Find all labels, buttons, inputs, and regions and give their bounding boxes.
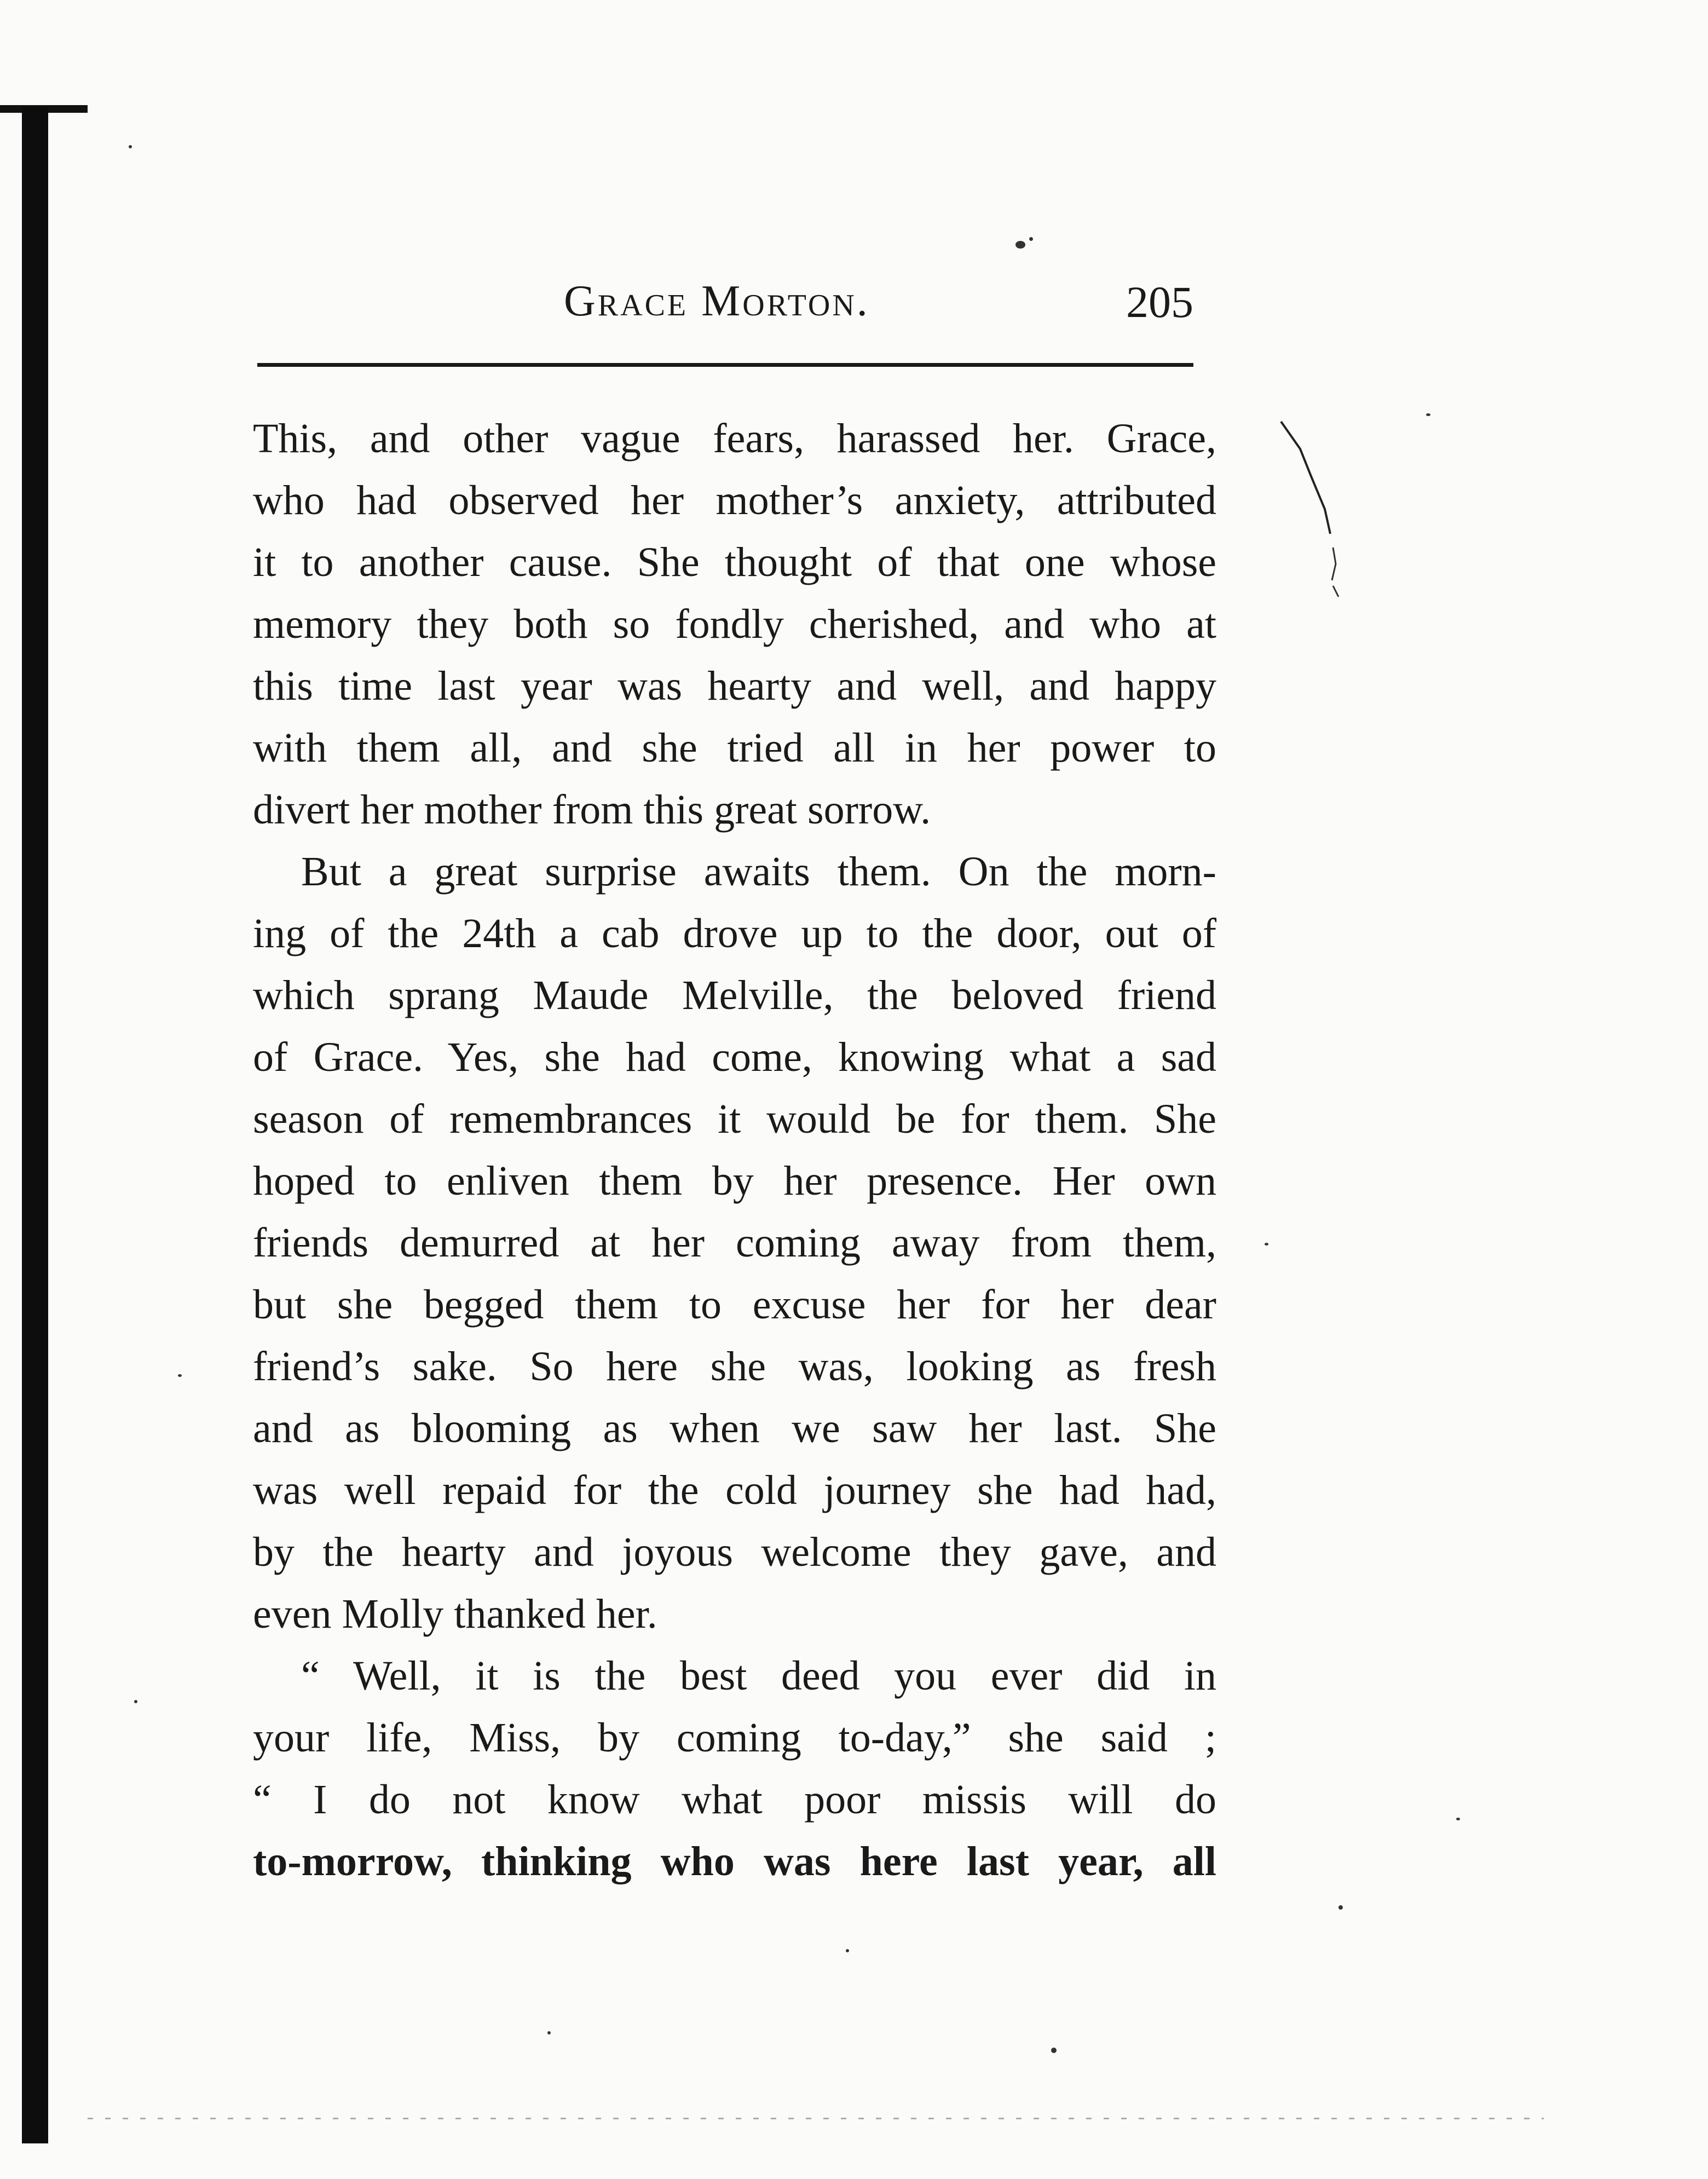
text-line: it to another cause. She thought of that one whose: [253, 539, 1216, 585]
text-line: divert her mother from this great sorrow.: [253, 787, 931, 833]
ink-speck: [129, 145, 132, 148]
ink-speck: [1456, 1818, 1460, 1820]
ink-speck: [547, 2031, 551, 2034]
text-line: season of remembrances it would be for them. She: [253, 1096, 1216, 1142]
text-line: hoped to enliven them by her presence. Her own: [253, 1158, 1216, 1204]
ink-speck: [1265, 1243, 1268, 1246]
text-line: memory they both so fondly cherished, and who at: [253, 601, 1216, 647]
text-line: this time last year was hearty and well, and happy: [253, 663, 1216, 709]
ink-speck: [1015, 241, 1025, 249]
text-line: who had observed her mother’s anxiety, attributed: [253, 477, 1216, 523]
ink-speck: [1051, 2048, 1057, 2053]
text-line: friend’s sake. So here she was, looking as fresh: [253, 1344, 1216, 1390]
bottom-edge-noise: [88, 2118, 1544, 2119]
margin-mark: [1278, 416, 1344, 602]
text-line: ing of the 24th a cab drove up to the door, out of: [253, 910, 1216, 956]
text-line: your life, Miss, by coming to-day,” she said ;: [253, 1715, 1216, 1761]
text-line: “ I do not know what poor missis will do: [253, 1777, 1216, 1823]
text-line: “ Well, it is the best deed you ever did in: [301, 1653, 1216, 1699]
running-title: Grace Morton.: [564, 277, 870, 325]
text-line: but she begged them to excuse her for her dear: [253, 1282, 1216, 1328]
page-number: 205: [1126, 277, 1193, 327]
ink-speck: [178, 1374, 182, 1377]
header-rule: [257, 363, 1193, 367]
text-line: This, and other vague fears, harassed her. Grace,: [253, 416, 1216, 462]
text-line: even Molly thanked her.: [253, 1591, 657, 1637]
text-line: But a great surprise awaits them. On the morn-: [301, 849, 1216, 895]
text-line: to-morrow, thinking who was here last year, all: [253, 1838, 1216, 1884]
text-line: and as blooming as when we saw her last. She: [253, 1405, 1216, 1451]
text-line: of Grace. Yes, she had come, knowing what a sad: [253, 1034, 1216, 1080]
ink-speck: [1426, 413, 1430, 416]
text-line: by the hearty and joyous welcome they gave, and: [253, 1529, 1216, 1575]
text-line: which sprang Maude Melville, the beloved friend: [253, 972, 1216, 1018]
ink-speck: [846, 1949, 849, 1952]
text-line: friends demurred at her coming away from them,: [253, 1220, 1216, 1266]
ink-speck: [134, 1700, 137, 1703]
page-header: [257, 260, 1193, 337]
text-line: with them all, and she tried all in her power to: [253, 725, 1216, 771]
binding-edge: [22, 107, 48, 2143]
body-text: [253, 408, 1216, 1893]
ink-speck: [1338, 1905, 1343, 1910]
ink-speck: [1029, 237, 1033, 241]
text-line: was well repaid for the cold journey she had had,: [253, 1467, 1216, 1513]
